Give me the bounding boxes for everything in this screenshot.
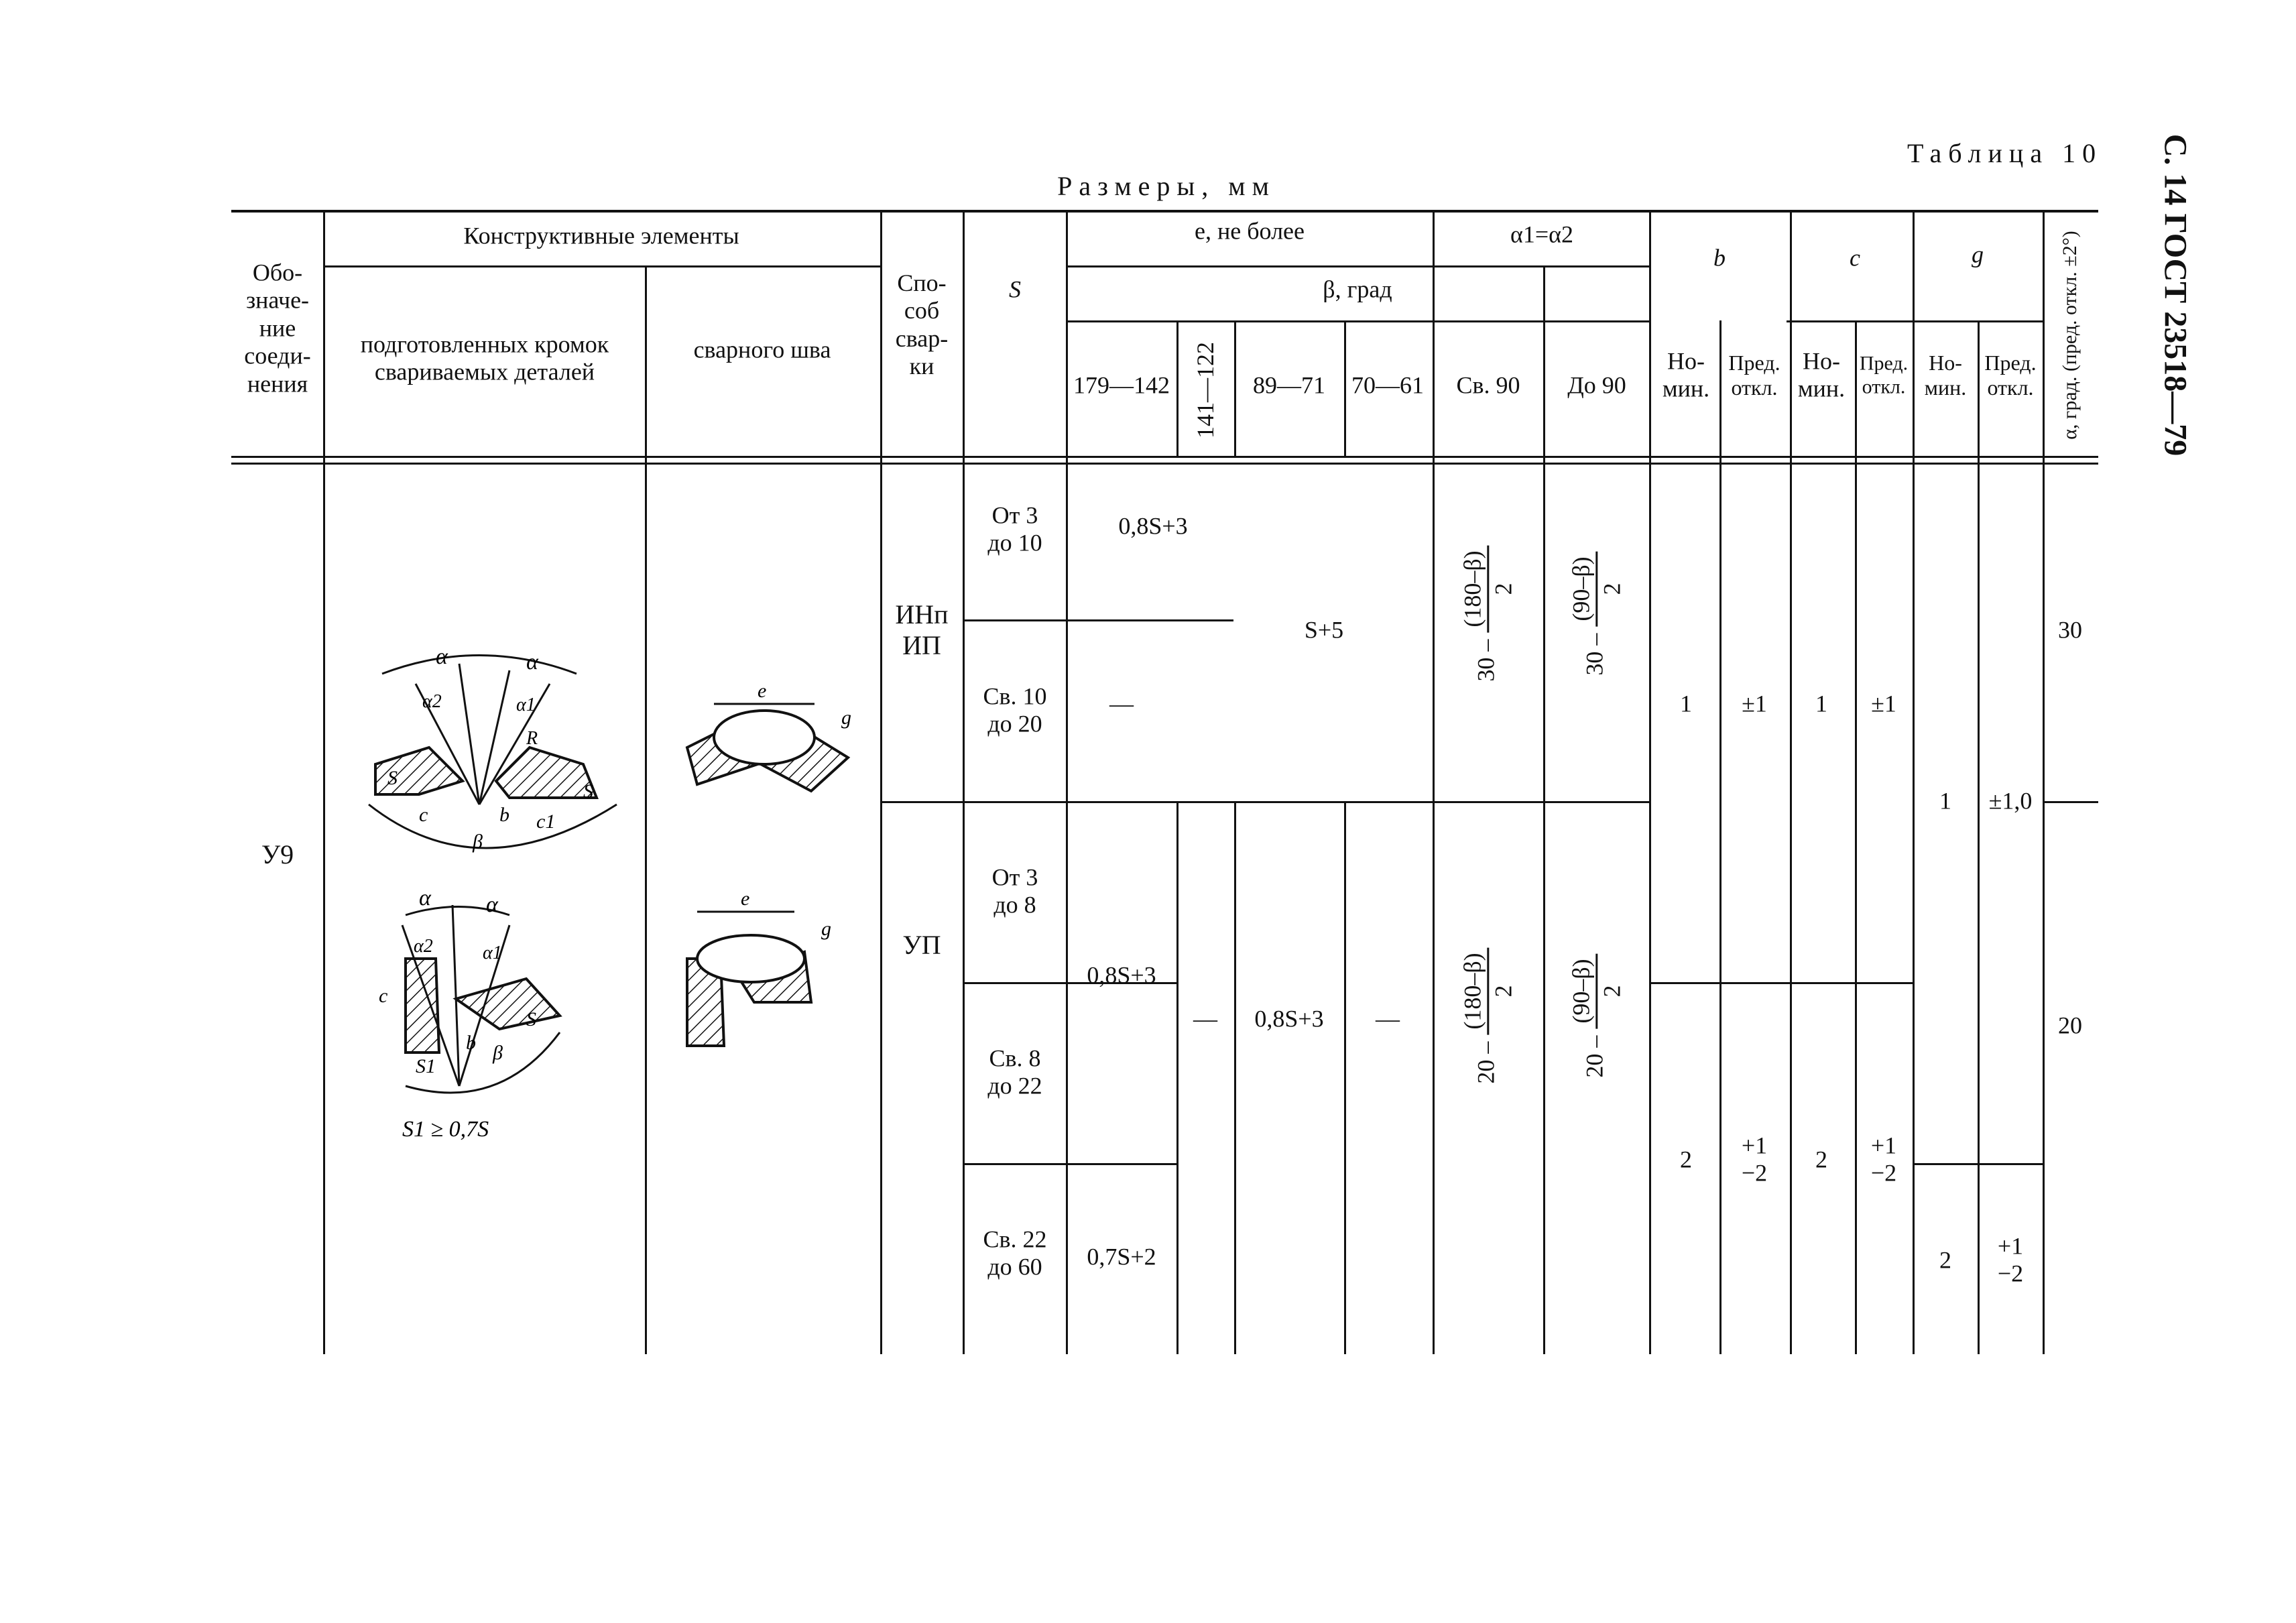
label-s-right: S (583, 780, 593, 802)
b-nom-header: Но- мин. (1662, 347, 1710, 402)
label-s1: S1 (416, 1055, 436, 1077)
c-nom-1: 1 (1815, 690, 1827, 717)
label-alpha-right: α (526, 650, 538, 674)
g-nom-header: Но- мин. (1924, 351, 1967, 400)
col-prepared-edges: подготовленных кромок свариваемых деталей (360, 330, 609, 385)
col-weld-seam: сварного шва (693, 336, 831, 363)
label-c1: c1 (536, 810, 556, 833)
method-up: УП (902, 930, 941, 960)
col-alpha: α, град. (пред. откл. ±2°) (2059, 231, 2081, 440)
b-dev-header: Пред. откл. (1728, 351, 1780, 400)
g-dev-1: ±1,0 (1988, 787, 2033, 815)
beta-range-4: 70—61 (1351, 371, 1424, 399)
b-nom-2: 2 (1680, 1146, 1692, 1173)
label-alpha-left: α (436, 644, 448, 669)
beta-range-1: 179—142 (1073, 371, 1170, 399)
col-g: g (1972, 241, 1984, 268)
alpha-formula-upper-do90: 30 – (90–β) 2 (1567, 551, 1626, 675)
label-s-left: S (387, 767, 398, 789)
label-s-lower: S (526, 1008, 536, 1030)
alpha-formula-lower-do90: 20 – (90–β) 2 (1567, 953, 1626, 1077)
prepared-edges-drawing-lower (365, 885, 620, 1153)
prepared-edges-drawing-upper (355, 644, 630, 865)
s-range-1: От 3 до 10 (987, 501, 1042, 556)
col-designation: Обо- значе- ние соеди- нения (244, 259, 311, 398)
alpha-value-1: 30 (2058, 616, 2082, 644)
units-caption: Размеры, мм (1057, 171, 1276, 201)
label-alpha-lower-r: α (486, 892, 498, 917)
c-dev-header: Пред. откл. (1859, 352, 1909, 398)
c-dev-2: +1 −2 (1870, 1132, 1897, 1187)
label-b: b (499, 804, 509, 826)
col-e-max: e, не более (1195, 217, 1305, 245)
b-dev-2: +1 −2 (1741, 1132, 1768, 1187)
table-label: Таблица 10 (1907, 138, 2103, 168)
col-thickness: S (1009, 276, 1021, 303)
s-range-2: Св. 10 до 20 (983, 682, 1047, 737)
e-value-dash: — (1193, 1005, 1217, 1032)
alpha-formula-lower-sv90: 20 – (180–β) 2 (1458, 947, 1518, 1083)
label-e-upper: e (758, 680, 767, 702)
e-value-dash-2: — (1376, 1005, 1400, 1032)
g-dev-2: +1 −2 (1997, 1232, 2024, 1287)
beta-range-2: 141—122 (1192, 342, 1219, 438)
label-e-lower: e (741, 888, 750, 910)
label-alpha1: α1 (516, 695, 536, 715)
col-constructive-elements: Конструктивные элементы (463, 222, 739, 249)
s-range-3: От 3 до 8 (991, 863, 1038, 918)
b-dev-1: ±1 (1742, 690, 1767, 717)
weld-seam-drawing-upper (677, 677, 878, 811)
label-g-upper: g (841, 707, 851, 729)
g-dev-header: Пред. откл. (1984, 351, 2037, 400)
c-nom-header: Но- мин. (1797, 347, 1846, 402)
label-c-lower: c (379, 985, 388, 1007)
col-alpha12: α1=α2 (1510, 221, 1574, 248)
label-c: c (419, 804, 428, 826)
alpha-value-2: 20 (2058, 1012, 2082, 1039)
e-value-3: 0,8S+3 (1087, 961, 1156, 989)
label-beta-lower: β (493, 1042, 503, 1064)
label-g-lower: g (821, 918, 831, 940)
alpha-formula-upper-sv90: 30 – (180–β) 2 (1458, 545, 1518, 681)
label-beta: β (473, 831, 483, 853)
weld-seam-drawing-lower (677, 885, 878, 1059)
label-alpha2-lower: α2 (414, 936, 433, 957)
e-value-2: — (1109, 690, 1134, 717)
e-value-4: 0,7S+2 (1087, 1243, 1156, 1270)
label-r: R (526, 728, 538, 749)
c-dev-1: ±1 (1871, 690, 1896, 717)
g-nom-1: 1 (1939, 787, 1951, 815)
s-range-5: Св. 22 до 60 (983, 1225, 1047, 1280)
label-alpha2: α2 (422, 691, 442, 712)
s-range-4: Св. 8 до 22 (987, 1044, 1042, 1099)
col-beta: β, град (1323, 276, 1392, 303)
b-nom-1: 1 (1680, 690, 1692, 717)
col-c: c (1850, 244, 1860, 272)
designation-u9: У9 (261, 839, 294, 869)
label-alpha1-lower: α1 (483, 943, 502, 963)
beta-range-6: До 90 (1567, 371, 1626, 399)
label-condition: S1 ≥ 0,7S (402, 1117, 489, 1142)
beta-range-3: 89—71 (1253, 371, 1325, 399)
label-b-lower: b (466, 1032, 476, 1054)
document-side-label: С. 14 ГОСТ 23518—79 (2157, 133, 2193, 457)
label-alpha-lower-l: α (419, 886, 431, 910)
g-nom-2: 2 (1939, 1246, 1951, 1274)
beta-range-5: Св. 90 (1456, 371, 1520, 399)
c-nom-2: 2 (1815, 1146, 1827, 1173)
e-value-s-plus-5: S+5 (1304, 616, 1344, 644)
method-innp-ip: ИНп ИП (895, 599, 949, 660)
col-welding-method: Спо- соб свар- ки (895, 269, 949, 380)
e-value-1: 0,8S+3 (1118, 512, 1188, 540)
col-b: b (1713, 244, 1726, 272)
e-value-5: 0,8S+3 (1254, 1005, 1324, 1032)
